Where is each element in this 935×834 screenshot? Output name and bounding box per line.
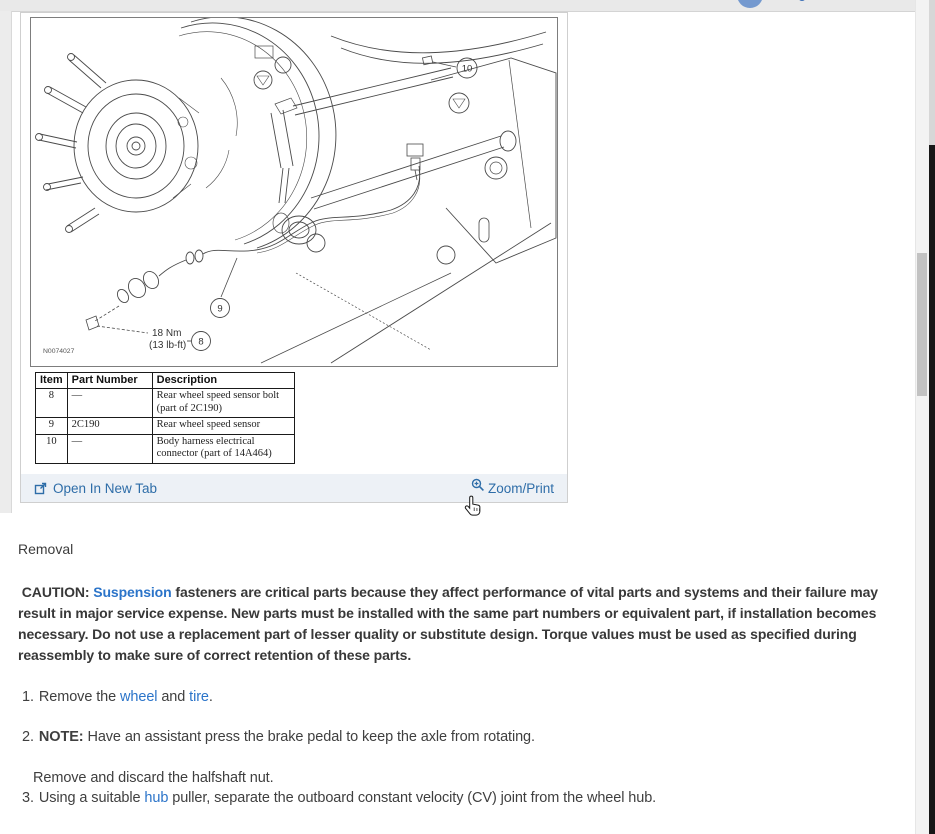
table-row: [36, 389, 295, 418]
suspension-link[interactable]: Suspension: [93, 584, 172, 600]
callout-8-label: 8: [198, 336, 204, 348]
cell-part: —: [67, 389, 152, 418]
step-number: 3.: [22, 790, 34, 806]
parts-table-header-row: [36, 373, 295, 389]
step-3-subline: Remove and discard the halfshaft nut.: [33, 770, 274, 786]
step-2: 2. NOTE: Have an assistant press the brake pedal to keep the axle from rotating.: [18, 727, 902, 748]
figure-card: [20, 12, 568, 503]
figure-id: N0074027: [43, 348, 75, 355]
cell-item: 10: [36, 434, 68, 463]
wheel-studs: [36, 54, 107, 233]
hub-link[interactable]: hub: [144, 790, 169, 806]
torque-value: 18 Nm: [152, 328, 182, 339]
caution-label: CAUTION:: [18, 584, 94, 600]
section-title: Removal: [18, 541, 74, 557]
cell-desc: Body harness electrical connector (part of 14A464): [152, 434, 294, 463]
table-row: [36, 434, 295, 463]
scrollbar-track[interactable]: [915, 0, 929, 834]
cell-part: 2C190: [67, 418, 152, 435]
scrollbar-thumb[interactable]: [917, 253, 927, 396]
parts-table: [35, 372, 295, 464]
step-number: 1.: [22, 689, 34, 705]
wheel-link[interactable]: wheel: [120, 689, 158, 705]
diagram-frame: [30, 17, 558, 367]
tire-link[interactable]: tire: [189, 689, 209, 705]
step-3: 3. Using a suitable hub puller, separate the outboard constant velocity (CV) joint from the wheel hub.: [18, 788, 902, 809]
figure-footer-bar: [21, 474, 567, 502]
torque-value-lbft: (13 lb-ft): [149, 340, 187, 351]
callout-9-label: 9: [217, 303, 223, 315]
col-header-part-number: Part Number: [67, 373, 152, 389]
cell-item: 8: [36, 389, 68, 418]
caution-paragraph: [18, 582, 902, 666]
left-gutter: [0, 11, 12, 513]
cell-desc: Rear wheel speed sensor: [152, 418, 294, 435]
col-header-item: Item: [36, 373, 68, 389]
zoom-print-link[interactable]: [471, 481, 554, 496]
print-icon[interactable]: [783, 0, 807, 8]
avatar-icon[interactable]: [737, 0, 763, 8]
open-in-new-tab-link[interactable]: [34, 481, 157, 496]
callout-10-label: 10: [461, 63, 473, 75]
col-header-description: Description: [152, 373, 294, 389]
cell-desc: Rear wheel speed sensor bolt (part of 2C190): [152, 389, 294, 418]
step-number: 2.: [22, 729, 34, 745]
table-row: [36, 418, 295, 435]
caution-text: fasteners are critical parts because they affect performance of vital parts and systems and their failure may result in major service expense. New parts must be installed with the same part numbers or equivalent part, if installation becomes necessary. Do not use a replacement part of lesser quality or substitute design. Torque values must be used as specified during reassembly to make sure of correct retention of these parts.: [18, 584, 882, 663]
note-label: NOTE:: [38, 729, 84, 745]
open-in-new-tab-icon: [34, 482, 47, 495]
cell-item: 9: [36, 418, 68, 435]
zoom-print-label: Zoom/Print: [487, 480, 554, 496]
toolbar-strip: [0, 0, 928, 12]
cell-part: —: [67, 434, 152, 463]
window-edge-top: [929, 0, 935, 145]
window-edge-dark: [929, 145, 935, 834]
open-in-new-tab-label: Open In New Tab: [53, 480, 158, 496]
wheel-hub-diagram: [31, 18, 557, 366]
zoom-icon: [471, 478, 485, 492]
step-1: 1. Remove the wheel and tire.: [18, 687, 902, 708]
